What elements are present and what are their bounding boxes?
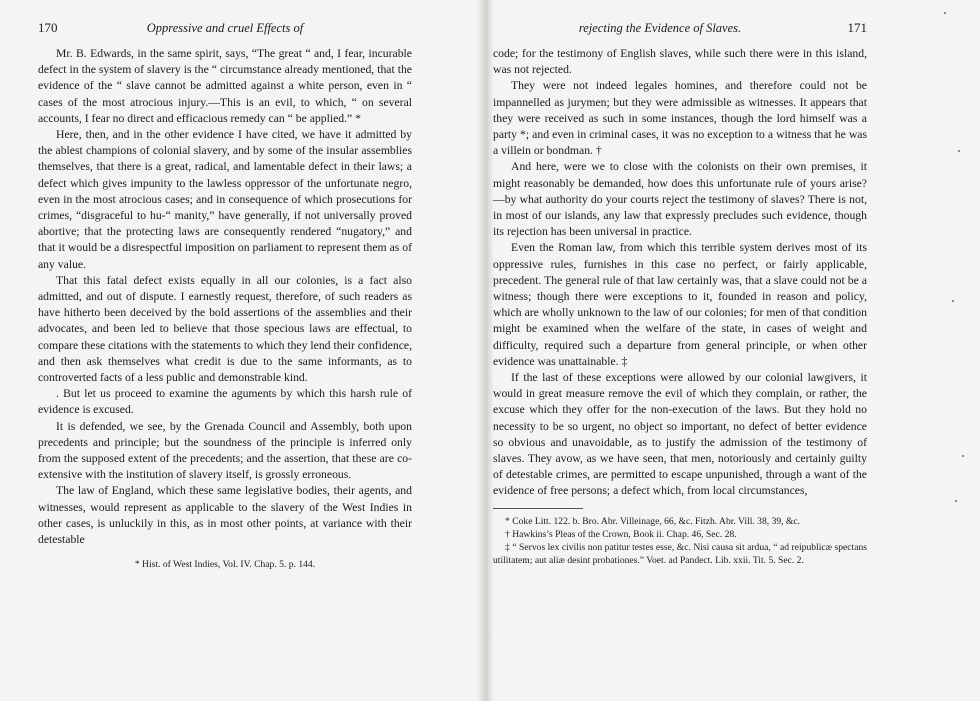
right-page: [493, 18, 867, 568]
right-body: [493, 46, 867, 500]
left-paragraph-5: It is defended, we see, by the Grenada Council and Assembly, both upon precedents and principle; but the soundness of the principle is inferred only from the supposed extent of the precedents; and the assertion, that these are co-extensive with the institution of slavery itself, is grossly erroneous.: [38, 419, 412, 482]
right-paragraph-2: They were not indeed legales homines, and therefore could not be impannelled as jurymen; but they were admissible as witnesses. It appears that they were received as such in some instances, though the lord himself was a party *; and even in criminal cases, it was no exception to a witness that he was a villein or bondman. †: [493, 79, 867, 158]
right-paragraph-3: And here, were we to close with the colonists on their own premises, it might reasonably be demanded, how does this unfortunate rule of yours arise?—by what authority do your courts reject the testimony of slaves? There is not, in most of our islands, any law that expressly precludes such evidence, though its rejection has been universal in practice.: [493, 160, 867, 239]
left-paragraph-2: Here, then, and in the other evidence I have cited, we have it admitted by the ablest champions of colonial slavery, and by some of the insular assemblies themselves, that there is a great, radical, and lamentable defect in their laws; a defect which gives impunity to the lawless oppressor of the unfortunate negro, even in the most atrocious cases; and in consequence of which prosecutions for crimes, “disgraceful to hu-“ manity,” have generally, if not universally proved abortive; that the protecting laws are consequently rendered “nugatory,” and that it would be a disrespectful imposition on parliament to represent them as of any value.: [38, 128, 412, 271]
scan-speck: [952, 300, 954, 302]
left-paragraph-6: The law of England, which these same legislative bodies, their agents, and witnesses, would represent as applicable to the slavery of the West Indies in other cases, is unluckily in this, as in most other points, at variance with their detestable: [38, 484, 412, 547]
right-paragraph-5: If the last of these exceptions were allowed by our colonial lawgivers, it would in great measure remove the evil of which they complain, or rather, the excuse which they offer for the non-execution of the laws. But they hold no necessity to be so urgent, no object so important, no defect of better evidence so obvious and unavoidable, as to justify the admission of the testimony of slaves. They avow, as we have seen, that men, notoriously and certainly guilty of detestable crimes, are permitted to escape unpunished, through a want of the evidence of free persons; a defect which, from local circumstances,: [493, 371, 867, 498]
right-footnotes: [493, 515, 867, 568]
scan-speck: [944, 12, 946, 14]
footnote-rule: [493, 508, 583, 509]
right-footnote-3: ‡ “ Servos lex civilis non patitur testes esse, &c. Nisi causa sit ardua, “ ad reipublicæ spectans utilitatem; aut aliæ desint probationes.” Voet. ad Pandect. Lib. xxii. Tit. 5. Sec. 2.: [493, 542, 867, 567]
right-footnote-2: † Hawkins’s Pleas of the Crown, Book ii. Chap. 46, Sec. 28.: [505, 528, 737, 540]
left-paragraph-3: That this fatal defect exists equally in all our colonies, is a fact also admitted, and out of dispute. I earnestly request, therefore, of such readers as have hitherto been deceived by the bold assertions of the assemblies and their advocates, and been led to believe that those specious laws are effectual, to compare these citations with the statements to which they lend their confidence, and then ask themselves what credit is due to the same informants, as to controverted facts of a less public and demonstrable kind.: [38, 273, 412, 385]
left-page-number: 170: [38, 20, 58, 35]
right-running-head: [493, 18, 867, 38]
left-footnotes: [38, 558, 412, 571]
left-paragraph-4: . But let us proceed to examine the aguments by which this harsh rule of evidence is excused.: [38, 387, 412, 417]
scan-speck: [962, 455, 964, 457]
left-body: [38, 46, 412, 548]
scan-speck: [955, 500, 957, 502]
book-gutter: [476, 0, 494, 701]
right-running-title: rejecting the Evidence of Slaves.: [578, 21, 742, 35]
left-paragraph-1: Mr. B. Edwards, in the same spirit, says, “The great “ and, I fear, incurable defect in the system of slavery is the “ circumstance already mentioned, that the evidence of the “ slave cannot be admitted against a white person, even in “ cases of the most atrocious injury.—This is an evil, to which, “ on several accounts, I fear no direct and efficacious remedy can “ be applied.” *: [38, 47, 412, 125]
right-page-number: 171: [847, 20, 867, 35]
left-running-title: Oppressive and cruel Effects of: [146, 21, 304, 35]
left-footnote-1: * Hist. of West Indies, Vol. IV. Chap. 5. p. 144.: [134, 559, 316, 571]
left-page: [38, 18, 412, 572]
scan-speck: [958, 150, 960, 152]
right-footnote-1: * Coke Litt. 122. b. Bro. Abr. Villeinage, 66, &c. Fitzh. Abr. Vill. 38, 39, &c.: [505, 515, 801, 527]
right-paragraph-1: code; for the testimony of English slaves, while such there were in this island, was not rejected.: [493, 47, 867, 77]
right-paragraph-4: Even the Roman law, from which this terrible system derives most of its oppressive rules, furnishes in this case no perfect, or fairly applicable, precedent. The general rule of that law certainly was, that a slave could not be a witness; though there were exceptions to it, founded in reason and policy, which are wholly unknown to the law of our colonies; for men of that condition might be examined when the welfare of the state, in cases of weight and difficulty, required such a departure from general principle, or when other evidence was unattainable. ‡: [493, 241, 867, 368]
left-running-head: [38, 18, 412, 38]
